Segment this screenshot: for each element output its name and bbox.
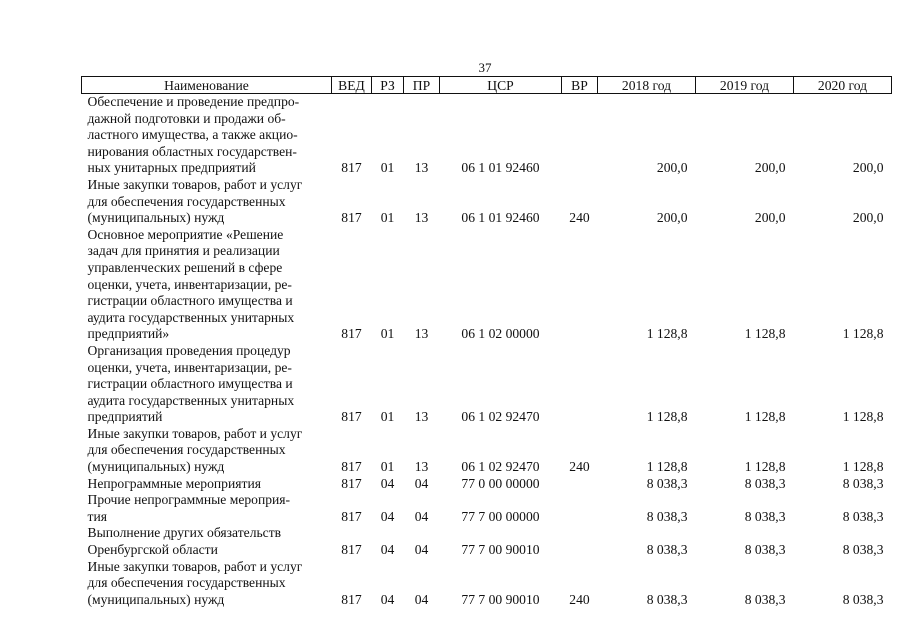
row-name-line: Обеспечение и проведение предпро- bbox=[87, 94, 300, 109]
row-name bbox=[82, 343, 332, 426]
cell-ved: 817 bbox=[341, 542, 362, 558]
row-name-line: Организация проведения процедур bbox=[87, 342, 291, 358]
row-name-line: предприятий bbox=[87, 409, 163, 425]
row-name-line: Оренбургской области bbox=[87, 542, 218, 558]
cell-y2018: 8 038,3 bbox=[646, 591, 688, 607]
row-name-line: (муниципальных) нужд bbox=[87, 210, 225, 226]
cell-pr: 13 bbox=[414, 409, 429, 425]
cell-y2018: 8 038,3 bbox=[646, 508, 688, 524]
table-row bbox=[82, 426, 892, 476]
header-2018: 2018 год bbox=[598, 77, 696, 94]
header-pr: ПР bbox=[404, 77, 440, 94]
cell-vr bbox=[562, 227, 598, 343]
row-name-line: (муниципальных) нужд bbox=[87, 459, 225, 475]
cell-rz: 01 bbox=[380, 459, 395, 475]
table-row bbox=[82, 525, 892, 558]
cell-pr: 04 bbox=[414, 508, 429, 524]
cell-csr: 06 1 02 92470 bbox=[461, 409, 540, 425]
cell-y2020: 1 128,8 bbox=[842, 459, 884, 475]
cell-y2019: 1 128,8 bbox=[744, 459, 786, 475]
table-row bbox=[82, 94, 892, 177]
row-name-line: Иные закупки товаров, работ и услуг bbox=[87, 425, 303, 441]
row-name-line: Прочие непрограммные мероприя- bbox=[87, 492, 291, 508]
header-2020: 2020 год bbox=[794, 77, 892, 94]
header-ved: ВЕД bbox=[332, 77, 372, 94]
cell-y2020: 200,0 bbox=[852, 160, 884, 176]
cell-pr: 13 bbox=[414, 326, 429, 342]
cell-vr bbox=[562, 525, 598, 558]
row-name-line: оценки, учета, инвентаризации, ре- bbox=[87, 276, 292, 292]
cell-pr: 13 bbox=[414, 459, 429, 475]
row-name-line: оценки, учета, инвентаризации, ре- bbox=[87, 359, 292, 375]
cell-y2018: 1 128,8 bbox=[646, 326, 688, 342]
row-name-line: Основное мероприятие «Решение bbox=[87, 226, 284, 242]
row-name-line: предприятий» bbox=[87, 326, 170, 342]
cell-vr bbox=[562, 492, 598, 525]
cell-y2019: 1 128,8 bbox=[744, 326, 786, 342]
cell-y2018: 200,0 bbox=[656, 210, 688, 226]
cell-csr: 77 7 00 90010 bbox=[461, 542, 540, 558]
row-name-line: нирования областных государствен- bbox=[87, 143, 297, 159]
cell-pr: 04 bbox=[414, 591, 429, 607]
header-rz: РЗ bbox=[372, 77, 404, 94]
cell-vr: 240 bbox=[569, 459, 590, 475]
row-name-line: задач для принятия и реализации bbox=[87, 243, 280, 259]
row-name-line: Выполнение других обязательств bbox=[87, 525, 282, 541]
cell-vr bbox=[562, 94, 598, 177]
table-header-row bbox=[82, 77, 892, 94]
row-name-line: управленческих решений в сфере bbox=[87, 259, 283, 275]
cell-y2018: 8 038,3 bbox=[646, 475, 688, 491]
cell-y2018: 8 038,3 bbox=[646, 542, 688, 558]
cell-pr: 04 bbox=[414, 542, 429, 558]
cell-csr: 06 1 01 92460 bbox=[461, 160, 540, 176]
row-name-line: для обеспечения государственных bbox=[87, 442, 286, 458]
row-name-line: для обеспечения государственных bbox=[87, 193, 286, 209]
cell-csr: 77 7 00 00000 bbox=[461, 508, 540, 524]
cell-vr: 240 bbox=[569, 210, 590, 226]
row-name-line: Непрограммные мероприятия bbox=[87, 475, 261, 491]
row-name bbox=[82, 426, 332, 476]
cell-ved: 817 bbox=[341, 326, 362, 342]
row-name bbox=[82, 94, 332, 177]
row-name-line: Иные закупки товаров, работ и услуг bbox=[87, 176, 303, 192]
cell-y2020: 8 038,3 bbox=[842, 475, 884, 491]
row-name bbox=[82, 227, 332, 343]
cell-ved: 817 bbox=[341, 591, 362, 607]
row-name-line: гистрации областного имущества и bbox=[87, 293, 293, 309]
cell-vr bbox=[562, 476, 598, 493]
row-name bbox=[82, 177, 332, 227]
row-name-line: аудита государственных унитарных bbox=[87, 392, 295, 408]
cell-y2020: 8 038,3 bbox=[842, 542, 884, 558]
row-name bbox=[82, 559, 332, 609]
cell-csr: 06 1 01 92460 bbox=[461, 210, 540, 226]
cell-csr: 06 1 02 00000 bbox=[461, 326, 540, 342]
cell-rz: 04 bbox=[380, 591, 395, 607]
cell-ved: 817 bbox=[341, 160, 362, 176]
row-name-line: ных унитарных предприятий bbox=[87, 160, 256, 176]
table-row bbox=[82, 476, 892, 493]
cell-rz: 04 bbox=[380, 508, 395, 524]
cell-y2019: 8 038,3 bbox=[744, 542, 786, 558]
row-name-line: (муниципальных) нужд bbox=[87, 591, 225, 607]
table-row bbox=[82, 227, 892, 343]
header-csr: ЦСР bbox=[440, 77, 562, 94]
cell-ved: 817 bbox=[341, 409, 362, 425]
cell-pr: 04 bbox=[414, 475, 429, 491]
row-name-line: для обеспечения государственных bbox=[87, 575, 286, 591]
row-name bbox=[82, 476, 332, 493]
row-name bbox=[82, 525, 332, 558]
table-row bbox=[82, 559, 892, 609]
budget-table bbox=[81, 76, 892, 608]
cell-y2020: 1 128,8 bbox=[842, 326, 884, 342]
row-name-line: ластного имущества, а также акцио- bbox=[87, 127, 298, 143]
row-name-line: аудита государственных унитарных bbox=[87, 309, 295, 325]
cell-y2018: 1 128,8 bbox=[646, 409, 688, 425]
cell-rz: 01 bbox=[380, 210, 395, 226]
cell-pr: 13 bbox=[414, 210, 429, 226]
row-name-line: гистрации областного имущества и bbox=[87, 376, 293, 392]
cell-y2019: 8 038,3 bbox=[744, 475, 786, 491]
cell-vr bbox=[562, 343, 598, 426]
row-name bbox=[82, 492, 332, 525]
cell-rz: 01 bbox=[380, 326, 395, 342]
header-2019: 2019 год bbox=[696, 77, 794, 94]
cell-y2020: 1 128,8 bbox=[842, 409, 884, 425]
cell-ved: 817 bbox=[341, 475, 362, 491]
cell-y2019: 8 038,3 bbox=[744, 508, 786, 524]
row-name-line: Иные закупки товаров, работ и услуг bbox=[87, 558, 303, 574]
header-name: Наименование bbox=[82, 77, 332, 94]
cell-ved: 817 bbox=[341, 459, 362, 475]
header-vr: ВР bbox=[562, 77, 598, 94]
cell-rz: 01 bbox=[380, 160, 395, 176]
cell-y2020: 8 038,3 bbox=[842, 508, 884, 524]
table-row bbox=[82, 177, 892, 227]
table-row bbox=[82, 492, 892, 525]
row-name-line: тия bbox=[87, 508, 107, 524]
cell-y2018: 1 128,8 bbox=[646, 459, 688, 475]
cell-rz: 04 bbox=[380, 542, 395, 558]
cell-pr: 13 bbox=[414, 160, 429, 176]
cell-ved: 817 bbox=[341, 508, 362, 524]
cell-rz: 01 bbox=[380, 409, 395, 425]
cell-csr: 77 0 00 00000 bbox=[461, 475, 540, 491]
cell-y2020: 8 038,3 bbox=[842, 591, 884, 607]
table-body bbox=[82, 94, 892, 609]
cell-y2019: 8 038,3 bbox=[744, 591, 786, 607]
table-row bbox=[82, 343, 892, 426]
cell-rz: 04 bbox=[380, 475, 395, 491]
cell-y2018: 200,0 bbox=[656, 160, 688, 176]
cell-y2019: 200,0 bbox=[754, 210, 786, 226]
cell-ved: 817 bbox=[341, 210, 362, 226]
cell-y2020: 200,0 bbox=[852, 210, 884, 226]
cell-vr: 240 bbox=[569, 591, 590, 607]
page-number: 37 bbox=[478, 60, 492, 75]
cell-csr: 77 7 00 90010 bbox=[461, 591, 540, 607]
cell-csr: 06 1 02 92470 bbox=[461, 459, 540, 475]
cell-y2019: 1 128,8 bbox=[744, 409, 786, 425]
cell-y2019: 200,0 bbox=[754, 160, 786, 176]
row-name-line: дажной подготовки и продажи об- bbox=[87, 110, 286, 126]
